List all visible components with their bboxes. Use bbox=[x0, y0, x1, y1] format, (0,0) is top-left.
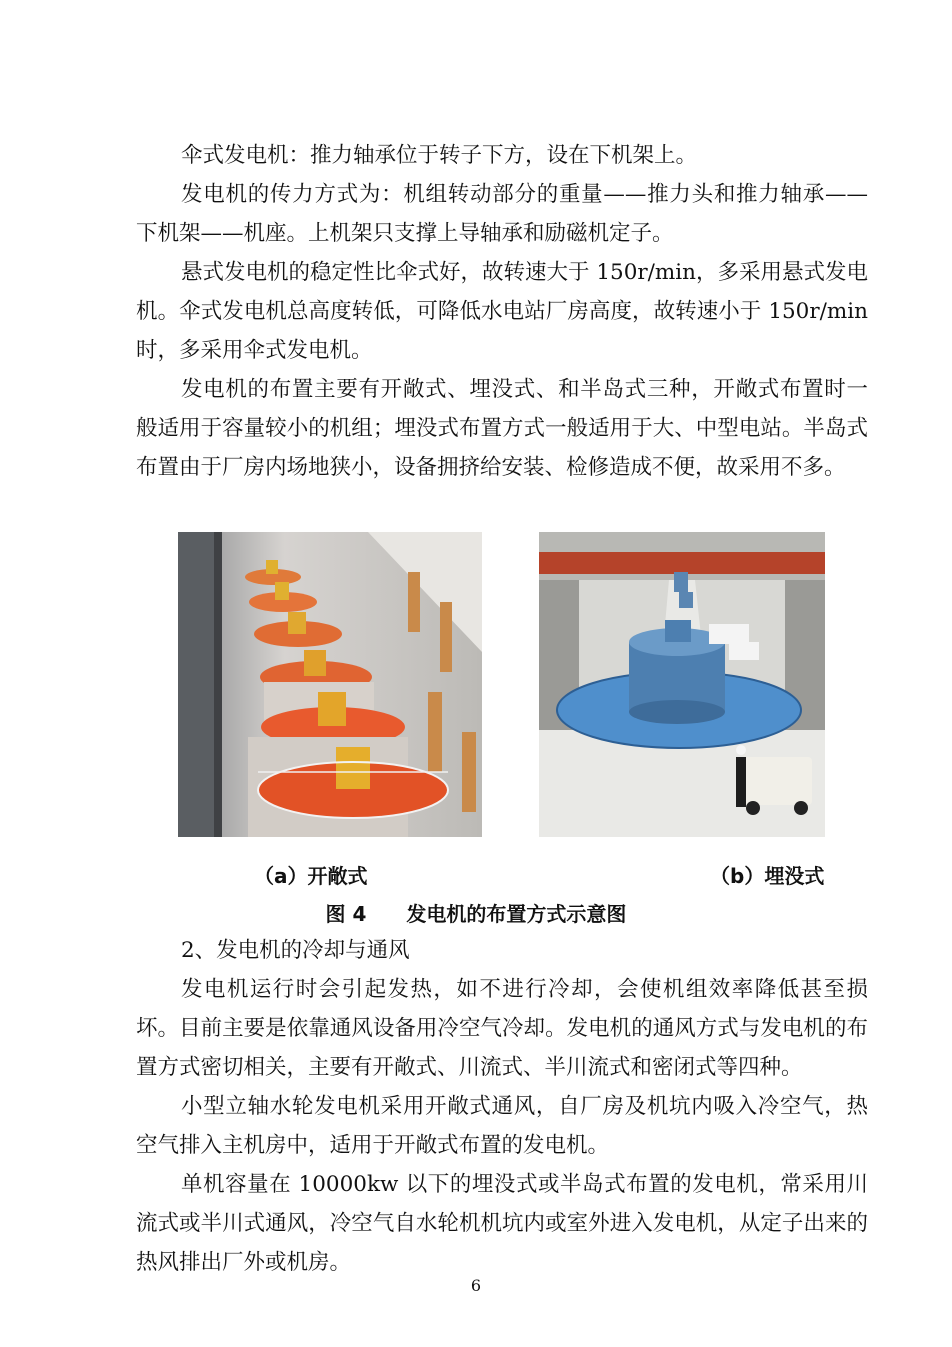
photo-buried-type bbox=[539, 532, 825, 837]
figure-title: 图 4 发电机的布置方式示意图 bbox=[325, 902, 627, 926]
caption-open-type: （a）开敞式 bbox=[254, 864, 368, 888]
paragraph-small-generator: 小型立轴水轮发电机采用开敞式通风，自厂房及机坑内吸入冷空气，热空气排入主机房中，适用于开敞式布置的发电机。 bbox=[136, 1094, 868, 1158]
section-heading-cooling: 2、发电机的冷却与通风 bbox=[181, 938, 410, 963]
page-number: 6 bbox=[470, 1276, 482, 1295]
paragraph-umbrella-generator: 伞式发电机：推力轴承位于转子下方，设在下机架上。 bbox=[181, 143, 698, 168]
photo-open-type bbox=[178, 532, 482, 837]
paragraph-capacity: 单机容量在 10000kw 以下的埋没式或半岛式布置的发电机，常采用川流式或半川式通风，冷空气自水轮机机坑内或室外进入发电机，从定子出来的热风排出厂外或机房。 bbox=[136, 1172, 868, 1275]
caption-buried-type: （b）埋没式 bbox=[710, 864, 825, 888]
paragraph-layout-types: 发电机的布置主要有开敞式、埋没式、和半岛式三种，开敞式布置时一般适用于容量较小的机组；埋没式布置方式一般适用于大、中型电站。半岛式布置由于厂房内场地狭小，设备拥挤给安装、检修造成不便，故采用不多。 bbox=[136, 377, 868, 480]
paragraph-force-transmission: 发电机的传力方式为：机组转动部分的重量——推力头和推力轴承——下机架——机座。上机架只支撑上导轴承和励磁机定子。 bbox=[136, 182, 868, 246]
paragraph-cooling-intro: 发电机运行时会引起发热，如不进行冷却，会使机组效率降低甚至损坏。目前主要是依靠通风设备用冷空气冷却。发电机的通风方式与发电机的布置方式密切相关，主要有开敞式、川流式、半川流式和密闭式等四种。 bbox=[136, 977, 868, 1080]
paragraph-stability: 悬式发电机的稳定性比伞式好，故转速大于 150r/min，多采用悬式发电机。伞式发电机总高度转低，可降低水电站厂房高度，故转速小于 150r/min 时，多采用伞式发电机。 bbox=[136, 260, 869, 363]
